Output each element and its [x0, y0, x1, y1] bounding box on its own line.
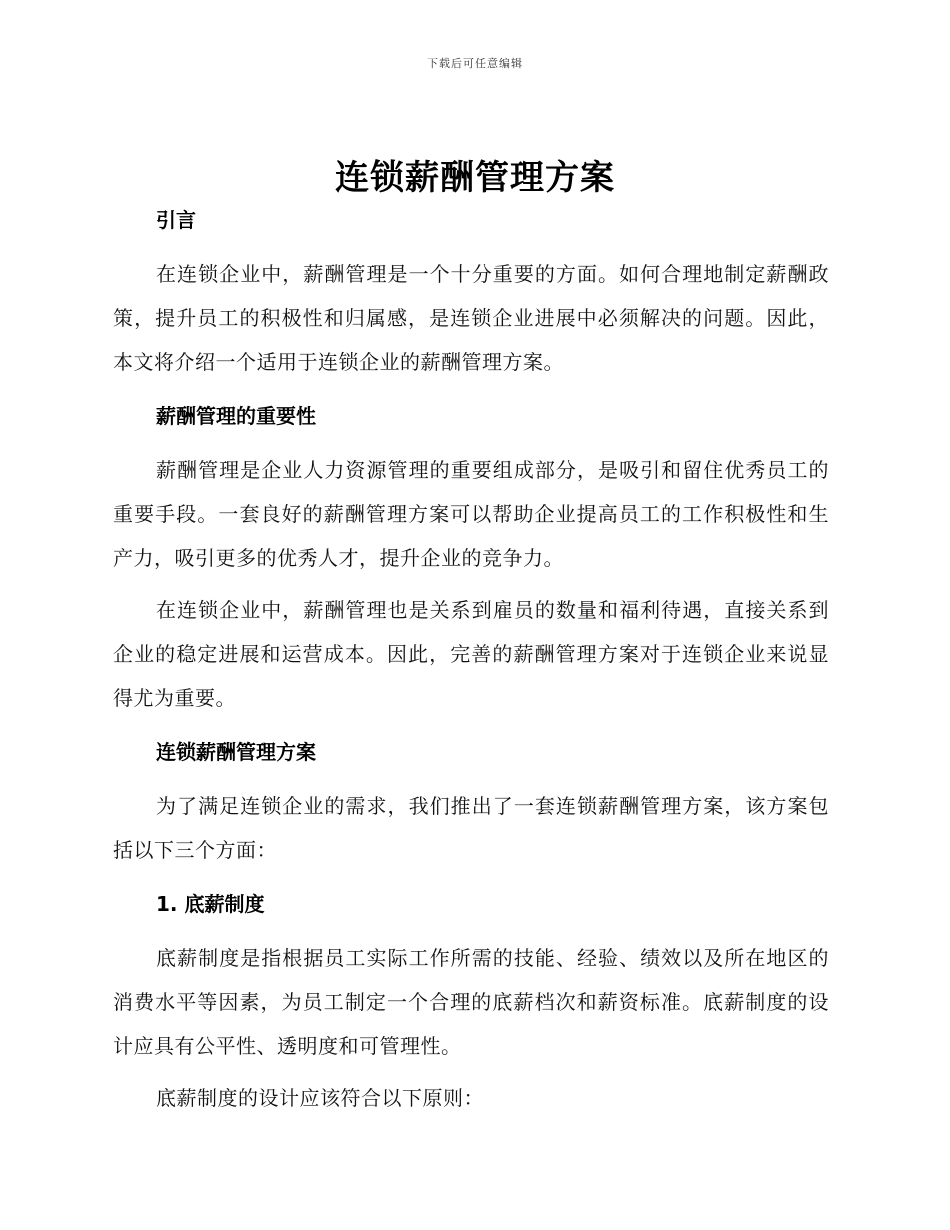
paragraph-intro: 在连锁企业中，薪酬管理是一个十分重要的方面。如何合理地制定薪酬政策，提升员工的积极性和归属感，是连锁企业进展中必须解决的问题。因此，本文将介绍一个适用于连锁企业的薪酬管理方案。 — [113, 262, 829, 374]
paragraph-plan: 为了满足连锁企业的需求，我们推出了一套连锁薪酬管理方案，该方案包括以下三个方面： — [113, 794, 829, 862]
section-heading-plan: 连锁薪酬管理方案 — [156, 740, 316, 764]
document-body — [113, 198, 829, 1120]
paragraph-importance-1: 薪酬管理是企业人力资源管理的重要组成部分，是吸引和留住优秀员工的重要手段。一套良好的薪酬管理方案可以帮助企业提高员工的工作积极性和生产力，吸引更多的优秀人才，提升企业的竞争力。 — [113, 458, 829, 570]
section-heading-importance: 薪酬管理的重要性 — [156, 404, 316, 428]
header-note: 下载后可任意编辑 — [427, 57, 523, 70]
document-title: 连锁薪酬管理方案 — [335, 158, 615, 198]
section-heading-base-salary: 1. 底薪制度 — [156, 892, 265, 916]
paragraph-base-salary-2: 底薪制度的设计应该符合以下原则： — [156, 1086, 484, 1110]
section-heading-intro: 引言 — [156, 208, 196, 232]
paragraph-base-salary-1: 底薪制度是指根据员工实际工作所需的技能、经验、绩效以及所在地区的消费水平等因素，为员工制定一个合理的底薪档次和薪资标准。底薪制度的设计应具有公平性、透明度和可管理性。 — [113, 946, 829, 1058]
paragraph-importance-2: 在连锁企业中，薪酬管理也是关系到雇员的数量和福利待遇，直接关系到企业的稳定进展和运营成本。因此，完善的薪酬管理方案对于连锁企业来说显得尤为重要。 — [113, 598, 829, 710]
